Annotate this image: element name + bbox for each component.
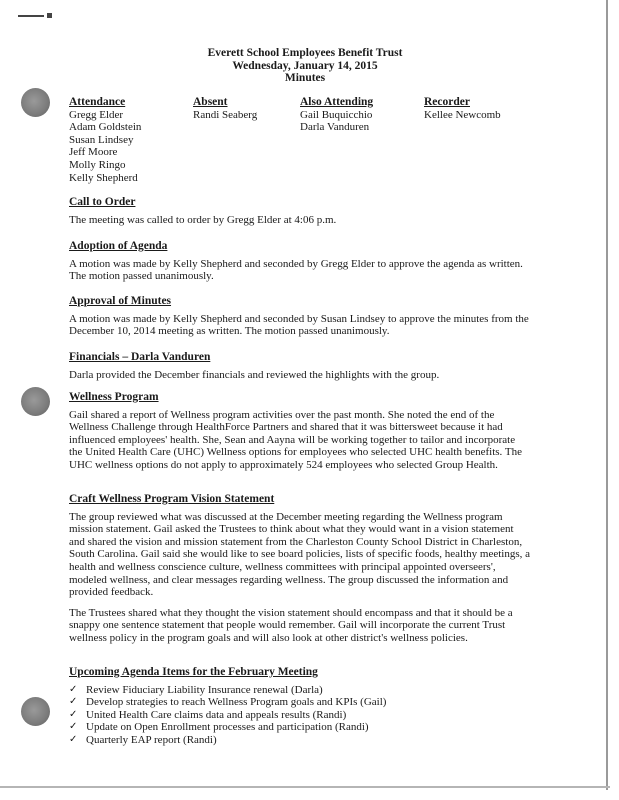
section-wellness-program (69, 391, 531, 480)
attendee-name: Jeff Moore (69, 146, 118, 159)
attendance-column (69, 96, 141, 184)
agenda-item (69, 734, 531, 747)
agenda-item (69, 721, 531, 734)
section-heading: Financials – Darla Vanduren (69, 351, 211, 363)
attendee-name: Molly Ringo (69, 158, 126, 171)
check-icon: ✓ (69, 696, 78, 708)
attendee-name: Kelly Shepherd (69, 171, 138, 184)
section-heading: Wellness Program (69, 391, 159, 403)
recorder-heading: Recorder (424, 96, 470, 108)
also-attending-heading: Also Attending (300, 96, 374, 108)
attendance-heading: Attendance (69, 96, 126, 108)
section-paragraph: A motion was made by Kelly Shepherd and seconded by Gregg Elder to approve the agenda as written. The motion passed unanimously. (69, 257, 523, 283)
page-edge-right (606, 0, 608, 790)
check-icon: ✓ (69, 683, 78, 695)
also-attending-column (300, 96, 373, 134)
agenda-item (69, 709, 531, 722)
punch-hole (21, 387, 50, 416)
attendee-name: Adam Goldstein (69, 121, 142, 134)
section-paragraph: Darla provided the December financials and reviewed the highlights with the group. (69, 368, 440, 381)
section-paragraph: The group reviewed what was discussed at the December meeting regarding the Wellness program mission statement. Gail asked the Trustees to think about what they would want in a vision statement and shared the vision and mission statement from the Charleston County School District in Charleston, South Carolina. Gail said she would like to see board policies, lists of specific foods, healthy meetings, a health and wellness conscience culture, wellness committees with principal appointed overseers', modeled wellness, and clear messages regarding wellness. The group discussed the information and provided feedback. (69, 510, 530, 599)
agenda-item-text: Quarterly EAP report (Randi) (86, 733, 217, 746)
check-icon: ✓ (69, 721, 78, 733)
absent-name: Randi Seaberg (193, 108, 258, 121)
absent-column (193, 96, 257, 121)
section-call-to-order (69, 196, 531, 234)
section-approval-of-minutes (69, 295, 531, 346)
agenda-item-text: Update on Open Enrollment processes and participation (Randi) (86, 721, 369, 734)
section-adoption-of-agenda (69, 240, 531, 291)
punch-hole (21, 697, 50, 726)
check-icon: ✓ (69, 708, 78, 720)
punch-hole (21, 88, 50, 117)
attendee-name: Gregg Elder (69, 108, 124, 121)
section-paragraph: A motion was made by Kelly Shepherd and seconded by Susan Lindsey to approve the minutes from the December 10, 2014 meeting as written. The motion passed unanimously. (69, 312, 529, 338)
scan-mark (18, 12, 54, 18)
also-attending-name: Gail Buquicchio (300, 108, 373, 121)
section-heading: Upcoming Agenda Items for the February Meeting (69, 666, 318, 678)
document-header (140, 47, 470, 85)
section-upcoming-agenda (69, 666, 531, 747)
agenda-item-text: United Health Care claims data and appeals results (Randi) (86, 708, 347, 721)
section-heading: Craft Wellness Program Vision Statement (69, 493, 275, 505)
page-edge-bottom (0, 786, 610, 788)
org-title: Everett School Employees Benefit Trust (207, 47, 403, 59)
section-heading: Call to Order (69, 196, 136, 208)
also-attending-name: Darla Vanduren (300, 121, 370, 134)
section-financials (69, 351, 531, 389)
check-icon: ✓ (69, 733, 78, 745)
section-paragraph: The Trustees shared what they thought the vision statement should encompass and that it should be a snappy one sentence statement that people would remember. Gail will incorporate the current Trust wellness policy in the program goals and will also look at other district's wellness policies. (69, 606, 513, 644)
agenda-item (69, 684, 531, 697)
section-paragraph: The meeting was called to order by Gregg Elder at 4:06 p.m. (69, 213, 337, 226)
agenda-item (69, 696, 531, 709)
agenda-item-text: Review Fiduciary Liability Insurance renewal (Darla) (86, 683, 323, 696)
recorder-name: Kellee Newcomb (424, 108, 501, 121)
agenda-list (69, 684, 531, 747)
meeting-date: Wednesday, January 14, 2015 (232, 59, 378, 72)
section-paragraph: Gail shared a report of Wellness program activities over the past month. She noted the end of the Wellness Challenge through HealthForce Partners and shared that it was bittersweet because it had influenced employees' health. She, Sean and Aayna will be working together to tailor and incorporate the United Health Care (UHC) Wellness options for employees who selected UHC health benefits. The UHC wellness options do not apply to approximately 524 employees who selected Group Health. (69, 408, 522, 471)
recorder-column (424, 96, 501, 121)
attendee-name: Susan Lindsey (69, 133, 134, 146)
section-heading: Approval of Minutes (69, 295, 172, 307)
section-vision-statement (69, 493, 531, 653)
agenda-item-text: Develop strategies to reach Wellness Program goals and KPIs (Gail) (86, 696, 387, 709)
section-heading: Adoption of Agenda (69, 240, 168, 252)
doc-type: Minutes (284, 72, 326, 84)
absent-heading: Absent (193, 96, 228, 108)
